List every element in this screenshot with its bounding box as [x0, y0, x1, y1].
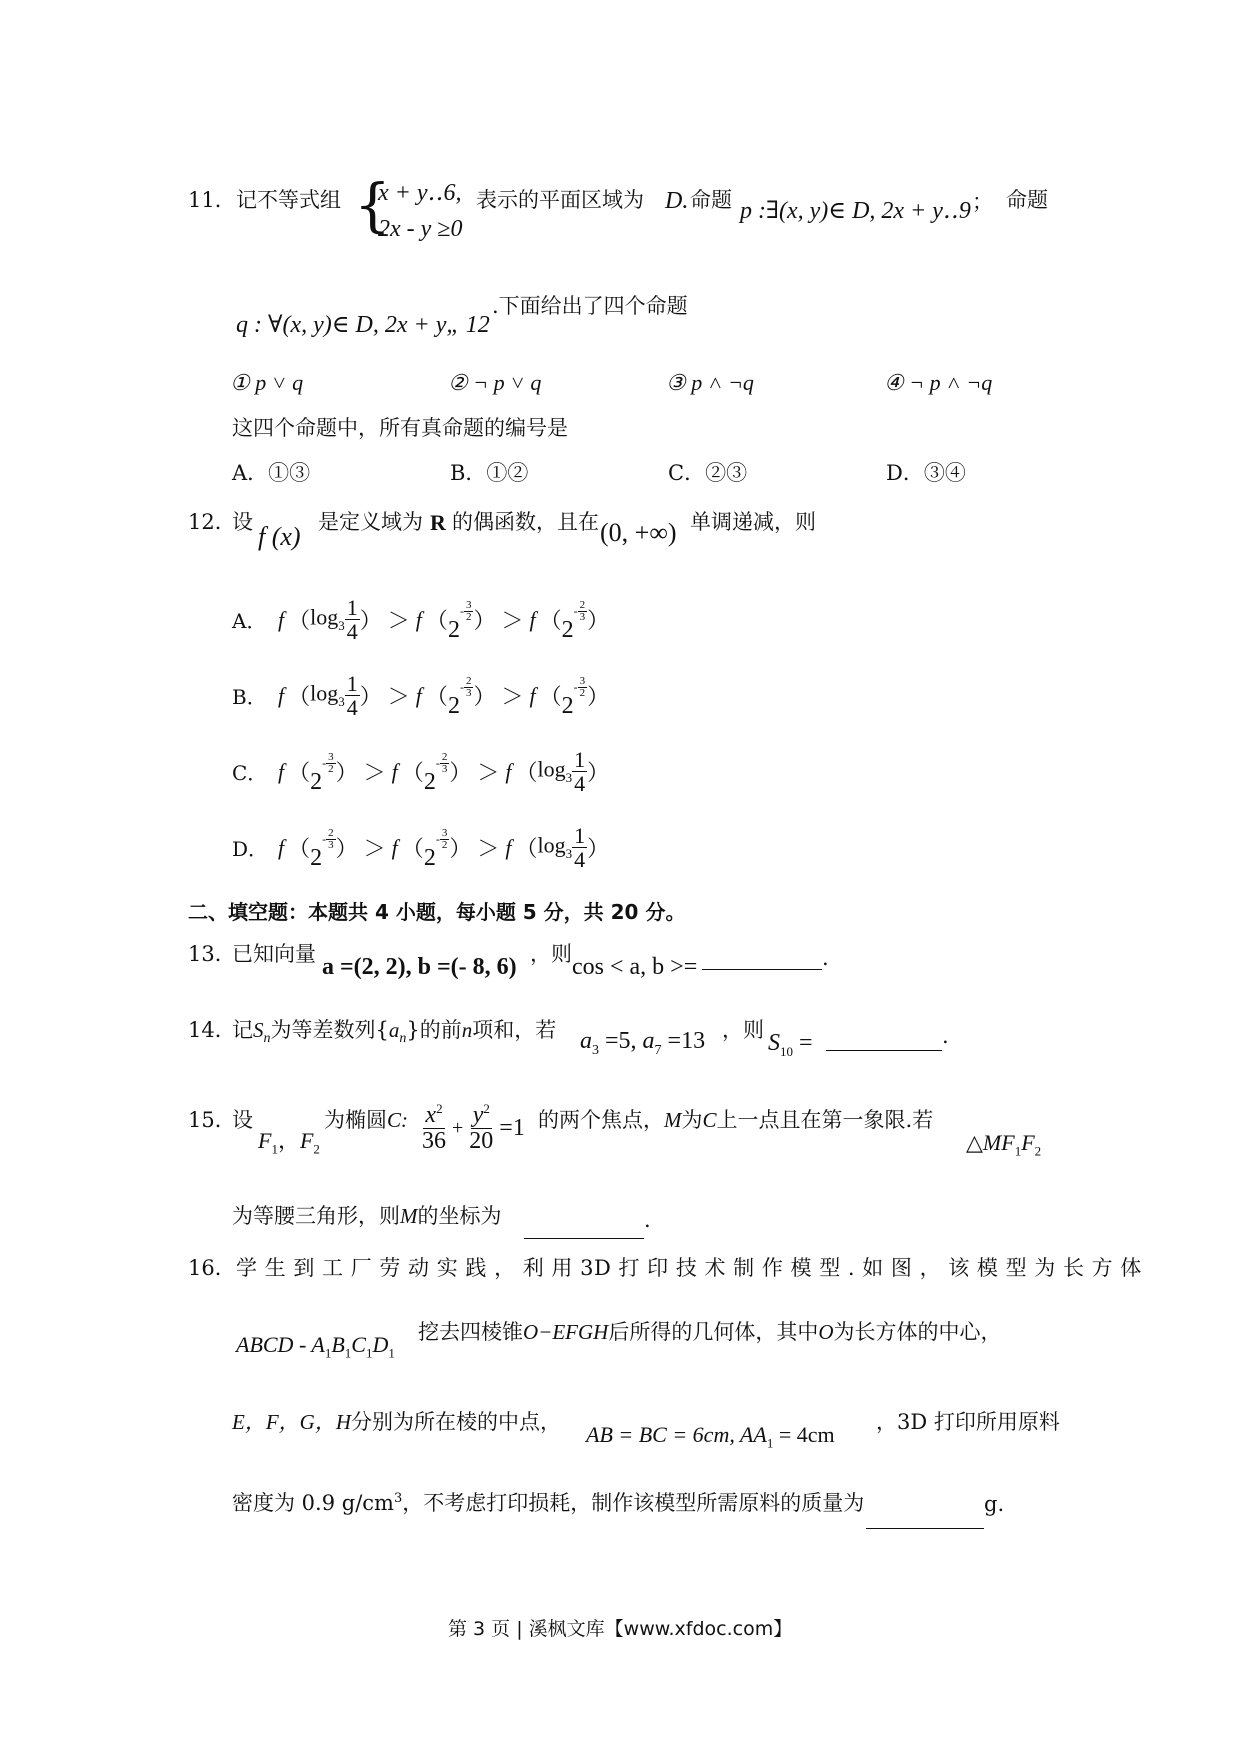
q15-tri: △MF [966, 1130, 1015, 1155]
q16-box-C: C [351, 1332, 366, 1357]
q15-frac-y: $\frac{y^2}{20}$ [469, 1101, 494, 1155]
q15-frac-x: $\frac{x^2}{36}$ [422, 1101, 446, 1155]
q14-end: . [942, 1024, 949, 1048]
power-term: 2 - $\frac{2}{3}$ [310, 826, 334, 871]
q11-choice-c: C．②③ [668, 461, 748, 485]
q16-efgh: E，F，G，H [232, 1410, 351, 1434]
q14-c2: =13 [661, 1028, 706, 1054]
q11-choice-b: B．①② [450, 461, 529, 485]
q14-S10-sub: 10 [780, 1043, 793, 1059]
q16-line1: 学 生 到 工 厂 劳 动 实 践 ， 利 用 3D 打 印 技 术 制 作 模 型 . 如 图 ， 该 模 型 为 长 方 体 [236, 1256, 1142, 1280]
power-term: 2 - $\frac{3}{2}$ [310, 750, 334, 795]
q13-cos: cos < a, b >= [572, 954, 698, 980]
q15-mid2-text: 的两个焦点， [538, 1108, 664, 1132]
q16-line4b: ，不考虑打印损耗，制作该模型所需原料的质量为 [402, 1491, 865, 1515]
q16-line4 [232, 1492, 864, 1514]
q15-mid-text: 为椭圆 [324, 1108, 387, 1132]
q15-F2: F [299, 1128, 314, 1153]
q12-number: 12． [188, 510, 236, 534]
power-term: 2 - $\frac{2}{3}$ [423, 750, 448, 795]
q14-number: 14． [188, 1018, 236, 1042]
q14-an: a [388, 1018, 400, 1042]
q15-mid4: 上一点且在第一象限.若 [716, 1108, 934, 1132]
q14-a3-sub: 3 [592, 1042, 599, 1058]
page-footer: 第 3 页 | 溪枫文库【www.xfdoc.com】 [448, 1618, 793, 1640]
q11-prop-3: ③ p ˄ ¬q [666, 370, 754, 395]
q14-a7: a [642, 1028, 655, 1054]
q12-option-c: C． f （ 2 - $\frac{3}{2}$ ） ＞ f （ 2 - $\frac{2}{3}$ ） ＞ f （ $\log_3$ $\frac{1}{4}$ ） [232, 747, 610, 797]
q15-sep: ， [277, 1128, 300, 1153]
log-term: $\log_3$ $\frac{1}{4}$ [310, 671, 358, 721]
q16-oefgh: O−EFGH [523, 1320, 609, 1344]
q15-C: C: [387, 1108, 408, 1132]
power-term: 2 - $\frac{3}{2}$ [561, 674, 586, 719]
q11-system-line1: x + y‥6, [378, 180, 462, 206]
log-term: $\log_3$ $\frac{1}{4}$ [310, 595, 358, 645]
q15-pre: 设 [232, 1108, 253, 1132]
q15-mid3: 为 [681, 1108, 703, 1132]
q16-line2c: 为长方体的中心， [833, 1320, 1002, 1344]
q16-dims-text: AB = BC = 6cm, AA [586, 1422, 767, 1447]
q13-number: 13． [188, 942, 236, 966]
power-term: 2 - $\frac{3}{2}$ [423, 826, 448, 871]
q14-S10 [768, 1030, 813, 1060]
q11-mid: 表示的平面区域为 [476, 188, 644, 212]
q16-line4-text: 密度为 0.9 g/cm [232, 1491, 394, 1515]
q15-tri-F: F [1021, 1130, 1035, 1155]
q12-mid: 是定义域为 [318, 510, 423, 534]
q13-text: 已知向量 [232, 942, 316, 966]
q15-number: 15． [188, 1108, 236, 1132]
q14-an-sub: n [399, 1031, 407, 1047]
q14-eq: = [793, 1030, 813, 1056]
power-term: 2 - $\frac{2}{3}$ [561, 598, 586, 643]
q14-line [232, 1020, 556, 1046]
q16-answer-blank[interactable] [866, 1514, 984, 1533]
q15-M2: M [400, 1204, 418, 1228]
q12-tail: 单调递减，则 [690, 510, 816, 534]
q15-triangle [966, 1130, 1041, 1159]
q15-F1: F [258, 1128, 272, 1153]
q11-mingti2: 命题 [1006, 188, 1048, 212]
q14-a3: a [580, 1028, 592, 1054]
q15-M: M [664, 1108, 682, 1132]
q12-option-b: B． f （ $\log_3$ $\frac{1}{4}$ ） ＞ f （ 2 - $\frac{2}{3}$ ） ＞ f （ 2 - $\frac{3}{2}$ ） [232, 671, 610, 721]
q14-Sn-sub: n [263, 1031, 271, 1047]
q16-line2-text: 挖去四棱锥 [418, 1320, 523, 1344]
q15-line2b: 的坐标为 [417, 1204, 502, 1228]
q11-q: q : ∀(x, y)∈ D, 2x + y„ 12 [236, 312, 490, 338]
q15-answer-blank[interactable] [524, 1224, 644, 1243]
q14-pre: 记 [232, 1018, 253, 1042]
q12-fx: f (x) [258, 522, 301, 551]
section-2-heading: 二、填空题：本题共 4 小题，每小题 5 分，共 20 分。 [188, 900, 686, 924]
q15-end: . [644, 1208, 651, 1232]
q13-then: ，则 [530, 942, 572, 966]
q16-line3 [232, 1412, 561, 1433]
q15-ellipse-eq [420, 1102, 525, 1154]
q15-line2-text: 为等腰三角形，则 [232, 1204, 400, 1228]
q16-box-D: D [372, 1332, 389, 1357]
power-term: 2 - $\frac{3}{2}$ [447, 598, 472, 643]
q14-a7-sub: 7 [654, 1042, 662, 1058]
q15-plus: + [452, 1116, 464, 1139]
q14-mid3: 项和，若 [472, 1018, 557, 1042]
q15-C2: C [702, 1108, 717, 1132]
q16-line2 [418, 1322, 1002, 1343]
q15-line2 [232, 1206, 502, 1227]
q15-tri-sub2: 2 [1034, 1143, 1042, 1159]
q11-D: D. [665, 188, 689, 214]
q11-prop-4: ④ ¬ p ˄ ¬q [884, 370, 993, 395]
q16-box-A: ABCD - A [236, 1332, 325, 1357]
q14-n: n [461, 1018, 473, 1042]
power-term: 2 - $\frac{2}{3}$ [447, 674, 472, 719]
q14-answer-blank[interactable] [826, 1036, 942, 1055]
q12-pre: 设 [232, 510, 253, 534]
q16-dims: AB = BC = 6cm, $AA_1 = 4cm$ [586, 1422, 835, 1451]
q11-system-line2: 2x - y ≥0 [378, 216, 463, 242]
log-term: $\log_3$ $\frac{1}{4}$ [537, 747, 586, 797]
q16-dims2: = 4cm [773, 1422, 835, 1447]
q11-p: p :∃(x, y)∈ D, 2x + y‥9 [740, 198, 971, 224]
q15-mid2 [538, 1110, 933, 1131]
q12-option-d: D． f （ 2 - $\frac{2}{3}$ ） ＞ f （ 2 - $\frac{3}{2}$ ） ＞ f （ $\log_3$ $\frac{1}{4}$ ） [232, 823, 610, 873]
q16-O: O [818, 1320, 834, 1344]
q11-choice-a: A．①③ [232, 461, 311, 485]
q15-F2-sub: 2 [313, 1141, 320, 1157]
q16-g: g. [984, 1492, 1005, 1516]
q15-tri-sub1: 1 [1014, 1143, 1022, 1159]
q14-S: S [768, 1030, 780, 1056]
q16-line3b: ，3D 打印所用原料 [876, 1410, 1060, 1434]
q13-answer-blank[interactable] [702, 955, 822, 974]
q11-brace: { [354, 171, 391, 239]
q13-end: . [822, 946, 829, 970]
q11-ask: 这四个命题中，所有真命题的编号是 [232, 416, 568, 440]
q14-mid: 为等差数列{ [270, 1018, 389, 1042]
q16-box-B: B [331, 1332, 345, 1357]
q16-number: 16． [188, 1256, 236, 1280]
q11-mingti: 命题 [690, 188, 732, 212]
q15-eq1: =1 [499, 1114, 525, 1141]
q11-prop-1: ① p ˅ q [230, 370, 304, 395]
q15-foci [258, 1124, 320, 1157]
q13-vectors: a =(2, 2), b =(- 8, 6) [322, 954, 517, 980]
q14-mid2: }的前 [406, 1018, 462, 1042]
q12-interval: (0, +∞) [600, 518, 677, 547]
q16-line2b: 后所得的几何体，其中 [608, 1320, 819, 1344]
q11-tail: .下面给出了四个命题 [492, 294, 688, 318]
q14-c1: =5, [599, 1028, 643, 1054]
q14-condition [580, 1028, 705, 1059]
q11-semi: ； [972, 190, 993, 214]
q14-Sn: S [253, 1018, 264, 1042]
q12-mid2: 的偶函数，且在 [452, 510, 599, 534]
q14-then: ，则 [722, 1018, 764, 1042]
q15-F1-sub: 1 [271, 1141, 278, 1157]
q11-number: 11． [188, 188, 236, 212]
q11-choice-d: D．③④ [886, 461, 966, 485]
log-term: $\log_3$ $\frac{1}{4}$ [537, 823, 586, 873]
q11-lead: 记不等式组 [236, 188, 341, 212]
q15-mid [324, 1110, 408, 1131]
q11-prop-2: ② ¬ p ˅ q [448, 370, 542, 395]
q16-cube: 3 [393, 1491, 403, 1506]
q16-box: ABCD - $A_1B_1C_1D_1$ [236, 1332, 395, 1361]
q16-line3-text: 分别为所在棱的中点， [351, 1410, 561, 1434]
q12-R: R [430, 510, 446, 535]
q12-option-a: A． f （ $\log_3$ $\frac{1}{4}$ ） ＞ f （ 2 - $\frac{3}{2}$ ） ＞ f （ 2 - $\frac{2}{3}$ ） [232, 595, 610, 645]
